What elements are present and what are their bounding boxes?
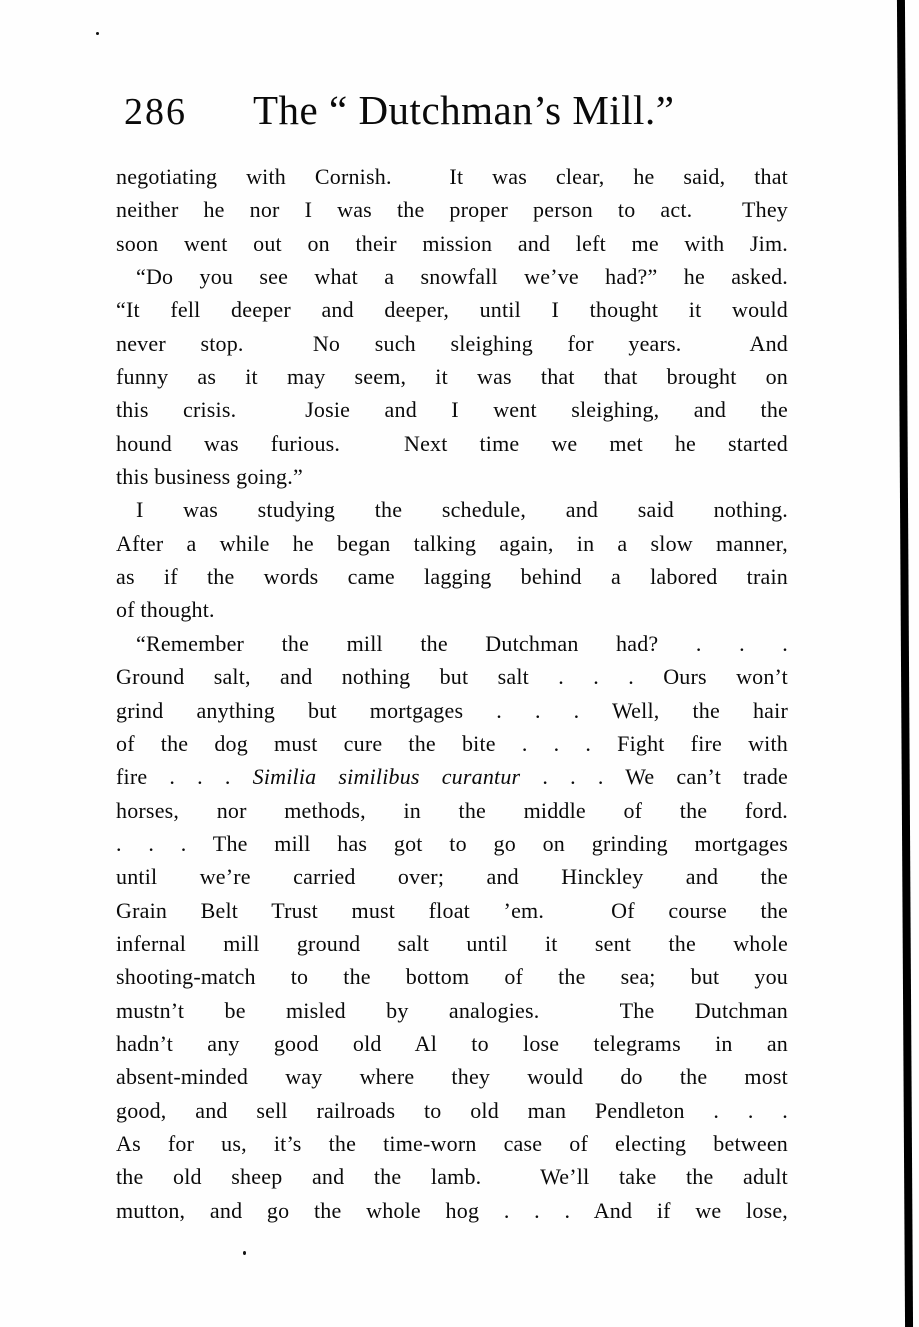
text-segment: good, and sell railroads to old man Pendleton . . . (116, 1097, 788, 1123)
text-segment: . . . The mill has got to go on grinding mortgages (116, 830, 788, 856)
text-line (116, 493, 788, 526)
text-line (116, 1127, 788, 1160)
text-line (116, 193, 788, 226)
text-segment: infernal mill ground salt until it sent the whole (116, 930, 788, 956)
text-line (116, 527, 788, 560)
text-segment: as if the words came lagging behind a labored train (116, 564, 788, 590)
text-segment: neither he nor I was the proper person to act. They (116, 197, 788, 223)
text-segment: mustn’t be misled by analogies. The Dutchman (116, 997, 788, 1023)
text-line (116, 260, 788, 293)
page-body (116, 160, 788, 1227)
text-line (116, 927, 788, 960)
text-segment: until we’re carried over; and Hinckley and the (116, 864, 788, 890)
text-segment: I was studying the schedule, and said nothing. (136, 497, 788, 523)
text-line (116, 460, 788, 493)
text-line (116, 627, 788, 660)
text-line (116, 660, 788, 693)
text-segment: this crisis. Josie and I went sleighing, and the (116, 397, 788, 423)
page-title: The “ Dutchman’s Mill.” (253, 87, 675, 133)
text-line (116, 227, 788, 260)
text-line (116, 327, 788, 360)
text-line (116, 727, 788, 760)
text-segment: hadn’t any good old Al to lose telegrams in an (116, 1030, 788, 1056)
text-segment: of the dog must cure the bite . . . Fight fire with (116, 730, 788, 756)
text-line (116, 360, 788, 393)
text-line (116, 1027, 788, 1060)
scan-binding-edge (897, 0, 913, 1327)
scan-speck (96, 32, 99, 35)
text-segment: absent-minded way where they would do the most (116, 1064, 788, 1090)
text-line (116, 1160, 788, 1193)
text-segment: Grain Belt Trust must float ’em. Of course the (116, 897, 788, 923)
text-segment: negotiating with Cornish. It was clear, he said, that (116, 164, 788, 189)
text-line (116, 560, 788, 593)
text-line (116, 160, 788, 193)
text-segment: funny as it may seem, it was that that brought on (116, 364, 788, 390)
text-line (116, 1060, 788, 1093)
text-line (116, 1094, 788, 1127)
text-line (116, 1194, 788, 1227)
text-segment: “Remember the mill the Dutchman had? . . . (136, 630, 788, 656)
text-line (116, 827, 788, 860)
text-line (116, 894, 788, 927)
text-segment: “Do you see what a snowfall we’ve had?” he asked. (136, 264, 788, 290)
page-header (124, 88, 674, 134)
text-line (116, 293, 788, 326)
text-line (116, 760, 788, 793)
italic-phrase: Similia similibus curantur (252, 764, 521, 790)
text-segment: After a while he began talking again, in a slow manner, (116, 530, 788, 556)
text-line (116, 794, 788, 827)
text-line (116, 593, 788, 626)
text-line (116, 860, 788, 893)
text-segment: of thought. (116, 597, 215, 623)
text-segment: Ground salt, and nothing but salt . . . Ours won’t (116, 664, 788, 690)
scan-speck (243, 1251, 246, 1255)
page-number: 286 (124, 91, 187, 133)
text-segment: grind anything but mortgages . . . Well, the hair (116, 697, 788, 723)
text-segment: mutton, and go the whole hog . . . And if we lose, (116, 1197, 788, 1223)
text-segment: never stop. No such sleighing for years. And (116, 330, 788, 356)
text-line (116, 427, 788, 460)
text-segment: shooting-match to the bottom of the sea; but you (116, 964, 788, 990)
text-line (116, 994, 788, 1027)
text-segment: “It fell deeper and deeper, until I thought it would (116, 297, 788, 323)
text-segment: As for us, it’s the time-worn case of electing between (116, 1130, 788, 1156)
text-segment: the old sheep and the lamb. We’ll take the adult (116, 1164, 788, 1190)
text-segment: . . . We can’t trade (520, 764, 788, 790)
text-line (116, 694, 788, 727)
text-segment: horses, nor methods, in the middle of the ford. (116, 797, 788, 823)
text-segment: soon went out on their mission and left me with Jim. (116, 230, 788, 256)
text-segment: fire . . . (116, 764, 253, 790)
text-line (116, 960, 788, 993)
text-line (116, 393, 788, 426)
text-segment: this business going.” (116, 464, 303, 490)
text-segment: hound was furious. Next time we met he started (116, 430, 788, 456)
